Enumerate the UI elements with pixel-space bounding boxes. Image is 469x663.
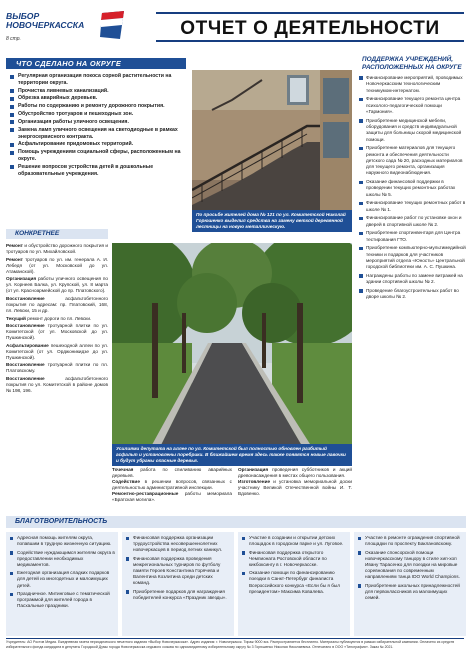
support-list — [358, 75, 466, 300]
list-item: Приобретение спортинвентаря для Центра тестирования ГТО. — [358, 230, 466, 243]
page-header — [0, 0, 469, 56]
list-item: Финансовая поддержка открытого Чемпионата Ростовской области по кикбоксингу в г. Новочеркасске. — [241, 550, 347, 568]
list-item: Регулярная организация покоса сорной растительности на территории округа. — [9, 73, 187, 87]
list-item: Приобретение медицинской мебели, оборудования и средств индивидуальной защиты для больницы скорой медицинской помощи. — [358, 118, 466, 143]
footer-divider — [6, 638, 464, 639]
logo-line2: НОВОЧЕРКАССКА — [6, 20, 85, 31]
konkretnee-paragraph — [6, 362, 108, 374]
paragraph-lead: Восстановление — [6, 323, 45, 329]
list-item: Оказание спонсорской помощи новочеркасскому танцору в стиле хип-хоп Ивану Тарасенко для поездки на мировые соревнования по современным направлениям танца IDO World Champions. — [357, 550, 463, 581]
paragraph-text: тротуаров по ул. им. генерала А. И. Лебедя (от ул. Московской до ул. Атаманской). — [6, 256, 108, 274]
paragraph-lead: Организация — [6, 276, 37, 282]
paragraph-lead: Точечная — [112, 467, 134, 472]
paragraph-text: тротуарной плитки по ул. Комитетской (от ул. Московской до ул. Пушкинской). — [6, 323, 108, 341]
list-item: Финансирование текущего ремонта центра психолого-педагогической помощи «Гармония». — [358, 96, 466, 115]
list-item: Финансирование мероприятий, проводимых Новочеркасским технологическим техникумом-интернатом. — [358, 75, 466, 94]
list-item: Участие в создании и открытии детских площадок в городском парке и ул. Луговое. — [241, 535, 347, 547]
list-item: Организация работы уличного освещения. — [9, 119, 187, 126]
konkretnee-paragraph — [6, 376, 108, 394]
paragraph-text: ремонт дороги по пл. Левски. — [25, 315, 92, 321]
konkretnee-paragraph — [6, 243, 108, 255]
done-list — [9, 73, 187, 178]
konkretnee-paragraph — [6, 296, 108, 314]
list-item: Оказание помощи по финансированию поездки в Санкт-Петербург финалиста Всероссийского конкурса «Если бы я был президентом» Максима Ковалева. — [241, 570, 347, 594]
paragraph-lead: Ремонт — [6, 243, 23, 248]
charity-column-3 — [238, 532, 350, 636]
paragraph-lead: Ремонт — [6, 256, 23, 262]
list-item: Обрезка аварийных деревьев. — [9, 95, 187, 102]
paragraph-text: и обустройство дорожного покрытия и тротуаров по ул. Михайловской. — [6, 243, 108, 255]
list-item: Замена ламп уличного освещения на светодиодные в рамках энергосервисного контракта. — [9, 127, 187, 141]
logo-line1: ВЫБОР — [6, 11, 40, 21]
list-item: Приобретение школьных принадлежностей для первоклассников из малоимущих семей. — [357, 583, 463, 601]
bottom-paragraph — [112, 467, 232, 479]
list-item: Приобретение подарков для награждения победителей конкурса «Праздник звезды». — [125, 589, 231, 601]
list-item: Финансирование текущих ремонтных работ в школе № 1. — [358, 200, 466, 213]
konkretnee-paragraph — [6, 257, 108, 275]
footer-imprint: Учредитель: АО Ростов Медиа. Ежедневная газета периодического печатного издания «Выбор Новочеркасска». Адрес издания: г. Новочеркасск. Тираж 9000 экз. Распространяется бесплатно. Материалы публикуются в рамках избирательной кампании. Оплачено из средств избирательного фонда кандидата в депутаты Городской Думы города Новочеркасска седьмого созыва по одномандатному избирательному округу № 3 Горюшенко Николая Николаевича. Отпечатано в ООО «Типография». Заказ № 2021. — [6, 640, 455, 649]
staircase-photo — [192, 70, 352, 225]
konkretnee-paragraph — [6, 316, 108, 322]
konkretnee-paragraph — [6, 323, 108, 341]
bottom-paragraph — [112, 479, 232, 491]
paragraph-text: работа по спиливанию аварийных деревьев. — [112, 467, 232, 479]
bottom-column-1 — [112, 467, 232, 503]
list-item: Прочистка ливневых канализаций. — [9, 88, 187, 95]
charity-column-4 — [354, 532, 466, 636]
paragraph-lead: Изготовление — [238, 479, 271, 485]
list-item: Приобретение материалов для текущего ремонта и обеспечения деятельности детского сада № 20, расходных материалов для текущего ремонта, организация наружного видеонаблюдения. — [358, 145, 466, 176]
paragraph-text: работы уличного освещения по ул. Корнеев Балка, ул. Крупской, ул. 8 марта (от ул. Красноармейской до пр. Платовского). — [6, 276, 108, 294]
bottom-paragraph — [112, 491, 232, 503]
list-item: Оказание финансовой поддержки в проведении текущих ремонтных работах школы № 5. — [358, 179, 466, 198]
charity-column-1 — [6, 532, 118, 636]
list-item: Обустройство тротуаров и пешеходных зон. — [9, 111, 187, 118]
list-item: Содействие нуждающимся жителям округа в предоставлении необходимых медикаментов. — [9, 550, 115, 568]
list-item: Помощь учреждениям социальной сферы, расположенным на округе. — [9, 149, 187, 163]
charity-heading: БЛАГОТВОРИТЕЛЬНОСТЬ — [6, 516, 466, 528]
list-item: Работы по содержанию и ремонту дорожного покрытия. — [9, 103, 187, 110]
paragraph-text: работы мемориала «Братская могила». — [112, 491, 232, 503]
list-item: Праздничное. Митинговые с тематической программой для жителей города в Пасхальные праздники. — [9, 591, 115, 609]
bottom-paragraph — [238, 467, 352, 479]
newspaper-logo — [6, 12, 102, 30]
bottom-column-2 — [238, 467, 352, 497]
paragraph-lead: Восстановление — [6, 362, 45, 368]
list-item: Проведение благоустроительных работ во дворе школы № 2. — [358, 288, 466, 301]
paragraph-lead: Восстановление — [6, 295, 45, 301]
paragraph-text: проведения субботников и акций древонасаждения в местах общего пользования. — [238, 467, 352, 479]
paragraph-lead: Организация — [238, 467, 269, 472]
paragraph-lead: Содействие — [112, 479, 140, 485]
konkretnee-heading: КОНКРЕТНЕЕ — [6, 229, 108, 239]
alley-photo — [112, 243, 352, 463]
paragraph-lead: Ремонтно-реставрационные — [112, 491, 179, 497]
list-item: Финансовая поддержка организации трудоустройства несовершеннолетних новочеркасцев в период летних каникул. — [125, 535, 231, 553]
list-item: Адресная помощь жителям округа, попавшим в трудную жизненную ситуацию. — [9, 535, 115, 547]
support-heading: ПОДДЕРЖКА УЧРЕЖДЕНИЙ, РАСПОЛОЖЕННЫХ НА ОКРУГЕ — [362, 56, 462, 71]
done-section-heading: ЧТО СДЕЛАНО НА ОКРУГЕ — [6, 58, 186, 69]
paragraph-text: асфальтобетонного покрытия по адресам: пр. Платовский, 168, пл. Левски, 15 и др. — [6, 295, 108, 313]
photo1-caption: По просьбе жителей дома № 121 по ул. Комитетской Николай Горюшенко выделил средства на замену ветхой деревянной лестницы на новую металлическую. — [192, 210, 352, 232]
paragraph-lead: Восстановление — [6, 376, 45, 382]
list-item: Финансовая поддержка проведения межрегиональных турниров по футболу памяти Героев Константина Горячева и Валентина Козлитина среди детских команд. — [125, 556, 231, 587]
paragraph-lead: Асфальтирование — [6, 342, 49, 348]
list-item: Асфальтирование придомовых территорий. — [9, 141, 187, 148]
list-item: Участие в ремонте ограждения спортивной площадки по проспекту Баклановскому. — [357, 535, 463, 547]
konkretnee-paragraph — [6, 276, 108, 294]
list-item: Награждены работы по замене витражей на здании спортивной школы № 2. — [358, 273, 466, 286]
page-title: ОТЧЕТ О ДЕЯТЕЛЬНОСТИ — [180, 18, 440, 39]
support-column — [358, 56, 466, 303]
bottom-paragraph — [238, 479, 352, 497]
photo2-caption: Усилиями депутата на аллее по ул. Комитетской был полностью обновлен разбитый асфальт и установлены поребрики. В ближайшем время здесь также появятся новые лавочки и будут убраны опасные деревья. — [112, 444, 352, 466]
flag-icon — [98, 9, 128, 41]
konkretnee-paragraph — [6, 343, 108, 361]
title-frame — [156, 12, 464, 42]
charity-column-2 — [122, 532, 234, 636]
list-item: Приобретение компьютерно-мультимедийной техники и подарков для участников мероприятий отдела «Юность» Центральной городской библиотеки им. А. С. Пушкина. — [358, 245, 466, 270]
paragraph-text: асфальтобетонного покрытия по ул. Комитетской в районе домов № 198, 196. — [6, 376, 108, 394]
paragraph-text: в решении вопросов, связанных с деятельностью административной инспекции. — [112, 479, 232, 491]
page-number: 8 стр. — [6, 36, 21, 42]
list-item: Ежегодная организация сладких подарков для детей из многодетных и малоимущих детей. — [9, 570, 115, 588]
paragraph-lead: Текущий — [6, 315, 26, 321]
list-item: Решение вопросов устройства детей в дошкольные образовательные учреждения. — [9, 164, 187, 178]
konkretnee-column — [6, 243, 108, 396]
paragraph-text: тротуарной плитки по пл. Платовскому. — [6, 362, 108, 374]
list-item: Финансирование работ по установке окон и дверей в спортивной школе № 2. — [358, 215, 466, 228]
paragraph-text: пешеходной аллеи по ул. Комитетской (от ул. Орджоникидзе до ул. Пушкинской). — [6, 342, 108, 360]
paragraph-text: и установка мемориальной доски участнику Великой Отечественной войны И. Т. Вдовенко. — [238, 479, 352, 497]
